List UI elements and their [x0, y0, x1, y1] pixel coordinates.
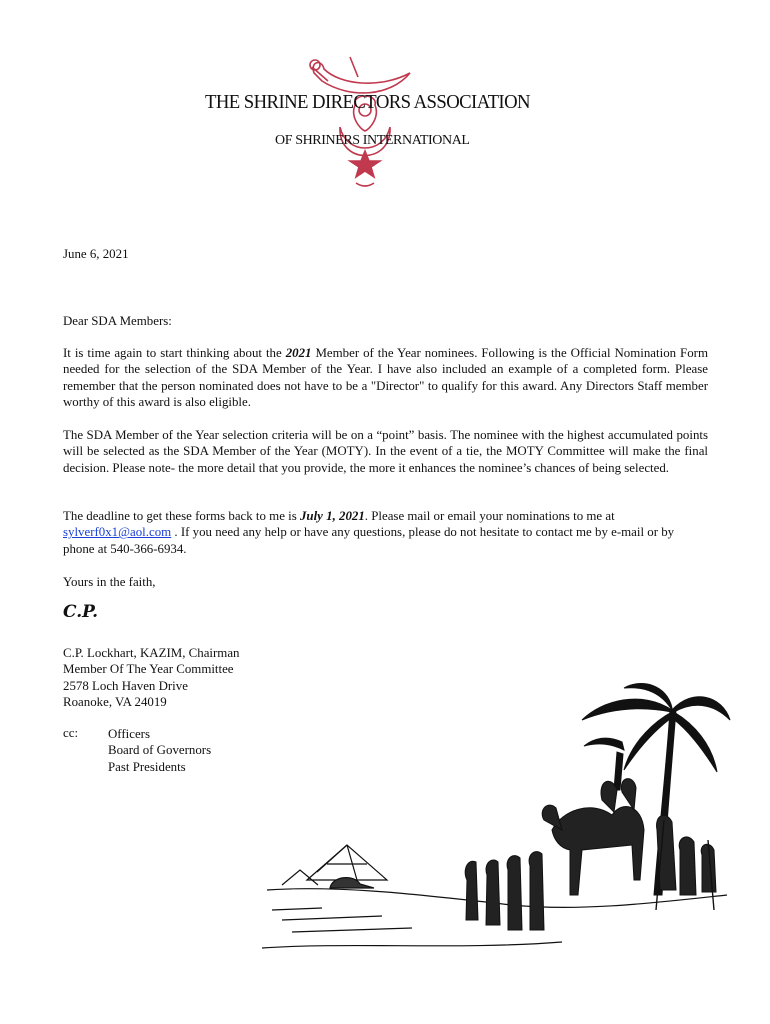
org-name-heading: THE SHRINE DIRECTORS ASSOCIATION [205, 92, 530, 113]
cc-list [108, 726, 211, 775]
deadline-text-start: The deadline to get these forms back to me is [63, 509, 300, 523]
nomination-year: 2021 [285, 346, 312, 360]
paragraph-deadline [63, 508, 708, 557]
deadline-text-mid: . Please mail or email your nominations to me at [364, 509, 615, 523]
cc-item: Board of Governors [108, 743, 212, 758]
letter-date: June 6, 2021 [63, 247, 129, 261]
org-subheading: OF SHRINERS INTERNATIONAL [275, 133, 470, 148]
paragraph-criteria: The SDA Member of the Year selection criteria will be on a “point” basis. The nominee with the highest accumulated points will be selected as the SDA Member of the Year (MOTY). In the event of a tie, the MOTY Committee will make the final decision. Please note- the more detail that you provide, the more it enhances the nominee’s chances of being selected. [63, 428, 708, 475]
intro-text-end: Member of the Year nominees. Following is the Official Nomination Form needed for the selection of the SDA Member of the Year. I have also included an example of a completed form. Please remember that the person nominated does not have to be a "Director" to qualify for this award. Any Directors Staff member worthy of this award is also eligible. [63, 346, 708, 409]
deadline-text-end: . If you need any help or have any questions, please do not hesitate to contact me by e-mail or by phone at 540-366-6934. [63, 525, 675, 556]
sender-committee: Member Of The Year Committee [63, 662, 234, 677]
intro-text-start: It is time again to start thinking about the [63, 346, 286, 360]
deadline-date: July 1, 2021 [299, 509, 365, 523]
sender-street: 2578 Loch Haven Drive [63, 678, 188, 693]
cc-item: Officers [108, 727, 150, 741]
sender-city: Roanoke, VA 24019 [63, 694, 167, 709]
paragraph-intro [63, 345, 708, 410]
signature: C.P. [63, 602, 99, 622]
salutation: Dear SDA Members: [63, 314, 172, 328]
sender-name: C.P. Lockhart, KAZIM, Chairman [63, 646, 240, 660]
shriners-emblem-logo [300, 55, 430, 195]
closing: Yours in the faith, [63, 575, 156, 589]
email-link[interactable]: sylverf0x1@aol.com [63, 525, 172, 540]
cc-item: Past Presidents [108, 759, 186, 774]
desert-caravan-illustration [262, 680, 732, 960]
cc-label: cc: [63, 726, 79, 740]
